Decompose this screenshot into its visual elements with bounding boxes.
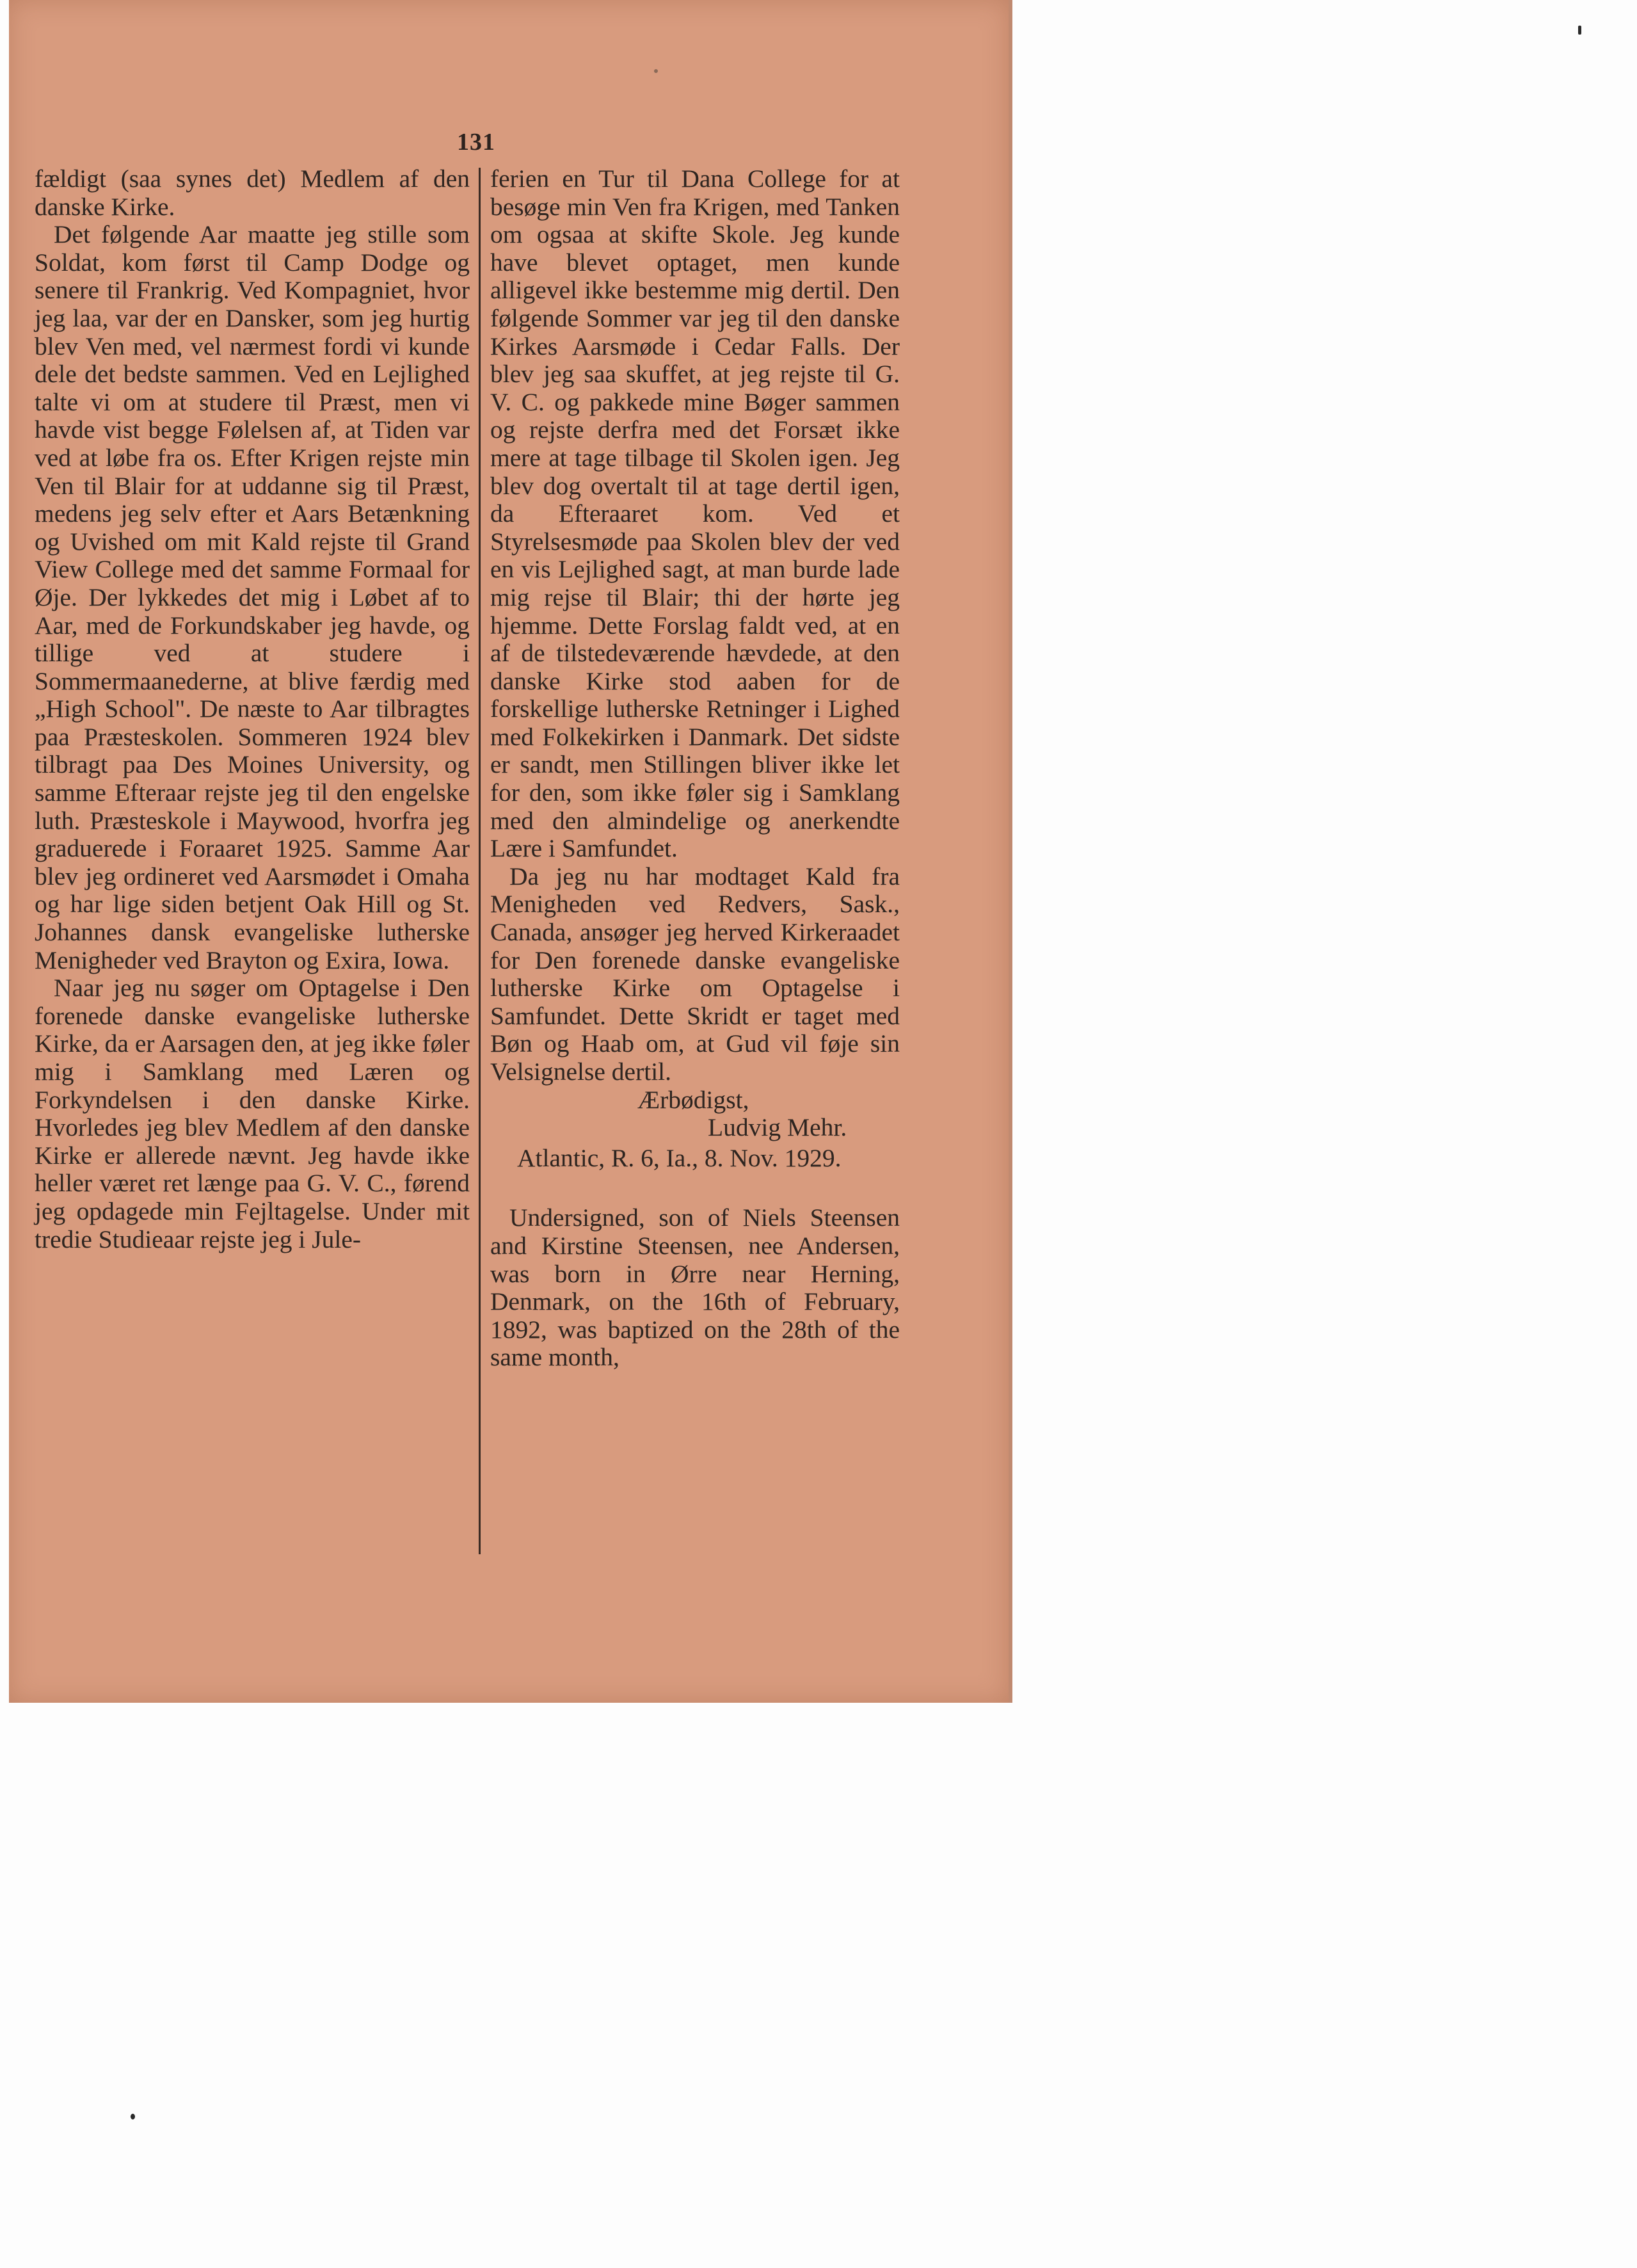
right-text-column — [490, 165, 900, 1372]
column-divider — [479, 168, 481, 1554]
letter-closing: Ærbødigst, — [637, 1085, 749, 1114]
document-page — [9, 0, 1009, 1703]
dust-speck — [1578, 26, 1581, 35]
letter-signature: Ludvig Mehr. — [708, 1113, 847, 1142]
left-text-column — [35, 165, 470, 1253]
paragraph: fældigt (saa synes det) Medlem af den danske Kirke. — [35, 165, 470, 221]
page-number: 131 — [457, 129, 495, 156]
section-gap — [490, 1172, 900, 1204]
page-edge — [1009, 0, 1012, 1703]
letter-place-date: Atlantic, R. 6, Ia., 8. Nov. 1929. — [517, 1143, 842, 1172]
dust-speck — [131, 2114, 135, 2119]
paragraph: Det følgende Aar maatte jeg stille som Soldat, kom først til Camp Dodge og senere til Frankrig. Ved Kompagniet, hvor jeg laa, var der en Dansker, som jeg hurtig blev Ven med, vel nærmest fordi vi kunde dele det bedste sammen. Ved en Lejlighed talte vi om at studere til Præst, men vi havde vist begge Følelsen af, at Tiden var ved at løbe fra os. Efter Krigen rejste min Ven til Blair for at uddanne sig til Præst, medens jeg selv efter et Aars Betænkning og Uvished om mit Kald rejste til Grand View College med det samme Formaal for Øje. Der lykkedes det mig i Løbet af to Aar, med de Forkundskaber jeg havde, og tillige ved at studere i Sommermaanederne, at blive færdig med „High School". De næste to Aar tilbragtes paa Præsteskolen. Sommeren 1924 blev tilbragt paa Des Moines University, og samme Efteraar rejste jeg til den engelske luth. Præsteskole i Maywood, hvorfra jeg graduerede i Foraaret 1925. Samme Aar blev jeg ordineret ved Aarsmødet i Omaha og har lige siden betjent Oak Hill og St. Johannes dansk evangeliske lutherske Menigheder ved Brayton og Exira, Iowa. — [35, 220, 470, 974]
paragraph: ferien en Tur til Dana College for at besøge min Ven fra Krigen, med Tanken om ogsaa at skifte Skole. Jeg kunde have blevet optaget, men kunde alligevel ikke bestemme mig dertil. Den følgende Sommer var jeg til den danske Kirkes Aarsmøde i Cedar Falls. Der blev jeg saa skuffet, at jeg rejste til G. V. C. og pakkede mine Bøger sammen og rejste derfra med det Forsæt ikke mere at tage tilbage til Skolen igen. Jeg blev dog overtalt til at tage dertil igen, da Efteraaret kom. Ved et Styrelsesmøde paa Skolen blev der ved en vis Lejlighed sagt, at man burde lade mig rejse til Blair; thi der hørte jeg hjemme. Dette Forslag faldt ved, at en af de tilstedeværende hævdede, at den danske Kirke stod aaben for de forskellige lutherske Retninger i Lighed med Folkekirken i Danmark. Det sidste er sandt, men Stillingen bliver ikke let for den, som ikke føler sig i Samklang med den almindelige og anerkendte Lære i Samfundet. — [490, 165, 900, 863]
paragraph: Da jeg nu har modtaget Kald fra Menigheden ved Redvers, Sask., Canada, ansøger jeg herved Kirkeraadet for Den forenede danske evangeliske lutherske Kirke om Optagelse i Samfundet. Dette Skridt er taget med Bøn og Haab om, at Gud vil føje sin Velsignelse dertil. — [490, 862, 900, 1086]
paragraph: Undersigned, son of Niels Steensen and Kirstine Steensen, nee Andersen, was born in Ørre near Herning, Denmark, on the 16th of February, 1892, was baptized on the 28th of the same month, — [490, 1203, 900, 1372]
dust-speck — [654, 69, 658, 73]
paragraph: Naar jeg nu søger om Optagelse i Den forenede danske evangeliske lutherske Kirke, da er Aarsagen den, at jeg ikke føler mig i Samklang med Læren og Forkyndelsen i den danske Kirke. Hvorledes jeg blev Medlem af den danske Kirke er allerede nævnt. Jeg havde ikke heller været ret længe paa G. V. C., førend jeg opdagede min Fejltagelse. Under mit tredie Studieaar rejste jeg i Jule- — [35, 974, 470, 1253]
